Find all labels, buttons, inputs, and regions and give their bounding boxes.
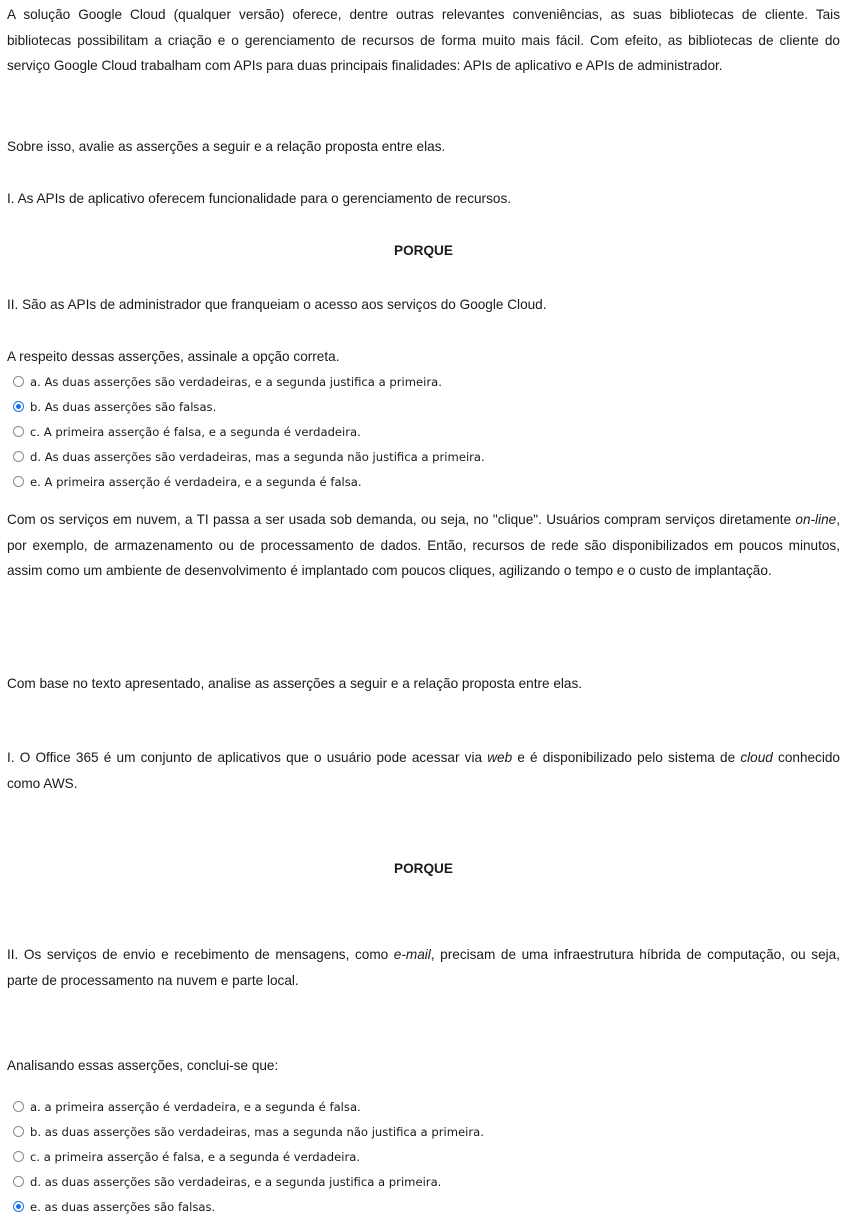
q1-option-e-label: e. A primeira asserção é verdadeira, e a segunda é falsa. xyxy=(30,474,362,489)
q1-question-text: A respeito dessas asserções, assinale a opção correta. xyxy=(7,349,340,364)
q1-option-a-label: a. As duas asserções são verdadeiras, e a segunda justifica a primeira. xyxy=(30,374,442,389)
q2-option-c[interactable] xyxy=(13,1144,360,1169)
q1-assertion-1: I. As APIs de aplicativo oferecem funcionalidade para o gerenciamento de recursos. xyxy=(7,191,512,206)
radio-unchecked-icon[interactable] xyxy=(13,1126,24,1137)
radio-unchecked-icon[interactable] xyxy=(13,1151,24,1162)
q2-option-d-label: d. as duas asserções são verdadeiras, e a segunda justifica a primeira. xyxy=(30,1174,442,1189)
q1-assertion-2: II. São as APIs de administrador que franqueiam o acesso aos serviços do Google Cloud. xyxy=(7,297,547,312)
q2-option-e-label: e. as duas asserções são falsas. xyxy=(30,1199,216,1214)
q1-option-d-label: d. As duas asserções são verdadeiras, mas a segunda não justifica a primeira. xyxy=(30,449,485,464)
q2-porque-label: PORQUE xyxy=(394,861,453,876)
radio-unchecked-icon[interactable] xyxy=(13,426,24,437)
q2-option-d[interactable] xyxy=(13,1169,441,1194)
radio-unchecked-icon[interactable] xyxy=(13,1101,24,1112)
q1-option-b-label: b. As duas asserções são falsas. xyxy=(30,399,217,414)
q2-question-text: Analisando essas asserções, conclui-se que: xyxy=(7,1058,279,1073)
q1-porque-label: PORQUE xyxy=(394,243,453,258)
q2-intro-text: Com os serviços em nuvem, a TI passa a ser usada sob demanda, ou seja, no "clique". Usuários compram serviços diretamente on-line, por exemplo, de armazenamento ou de processamento de dados. Então, recursos de rede são disponibilizados em poucos minutos, assim como um ambiente de desenvolvimento é implantado com poucos cliques, agilizando o tempo e o custo de implantação. xyxy=(7,512,840,579)
radio-unchecked-icon[interactable] xyxy=(13,1176,24,1187)
q1-option-e[interactable] xyxy=(13,469,362,494)
q1-option-a[interactable] xyxy=(13,369,442,394)
q2-option-e[interactable] xyxy=(13,1194,215,1219)
q2-assertion-2: II. Os serviços de envio e recebimento de mensagens, como e-mail, precisam de uma infraestrutura híbrida de computação, ou seja, parte de processamento na nuvem e parte local. xyxy=(7,947,840,988)
q1-intro-text: A solução Google Cloud (qualquer versão) oferece, dentre outras relevantes conveniências, as suas bibliotecas de cliente. Tais bibliotecas possibilitam a criação e o gerenciamento de recursos de forma muito mais fácil. Com efeito, as bibliotecas de cliente do serviço Google Cloud trabalham com APIs para duas principais finalidades: APIs de aplicativo e APIs de administrador. xyxy=(7,7,840,74)
radio-checked-icon[interactable] xyxy=(13,1201,24,1212)
q2-prompt-text: Com base no texto apresentado, analise as asserções a seguir e a relação proposta entre elas. xyxy=(7,676,583,691)
q2-option-b-label: b. as duas asserções são verdadeiras, mas a segunda não justifica a primeira. xyxy=(30,1124,484,1139)
radio-unchecked-icon[interactable] xyxy=(13,476,24,487)
q1-option-b[interactable] xyxy=(13,394,216,419)
q1-prompt-text: Sobre isso, avalie as asserções a seguir e a relação proposta entre elas. xyxy=(7,139,446,154)
q2-option-a-label: a. a primeira asserção é verdadeira, e a segunda é falsa. xyxy=(30,1099,361,1114)
q1-option-d[interactable] xyxy=(13,444,485,469)
radio-checked-icon[interactable] xyxy=(13,401,24,412)
q1-option-c[interactable] xyxy=(13,419,361,444)
q1-option-c-label: c. A primeira asserção é falsa, e a segunda é verdadeira. xyxy=(30,424,361,439)
radio-unchecked-icon[interactable] xyxy=(13,376,24,387)
radio-unchecked-icon[interactable] xyxy=(13,451,24,462)
q2-assertion-1: I. O Office 365 é um conjunto de aplicativos que o usuário pode acessar via web e é disponibilizado pelo sistema de cloud conhecido como AWS. xyxy=(7,750,840,791)
q2-option-a[interactable] xyxy=(13,1094,361,1119)
q2-option-c-label: c. a primeira asserção é falsa, e a segunda é verdadeira. xyxy=(30,1149,361,1164)
q2-option-b[interactable] xyxy=(13,1119,484,1144)
